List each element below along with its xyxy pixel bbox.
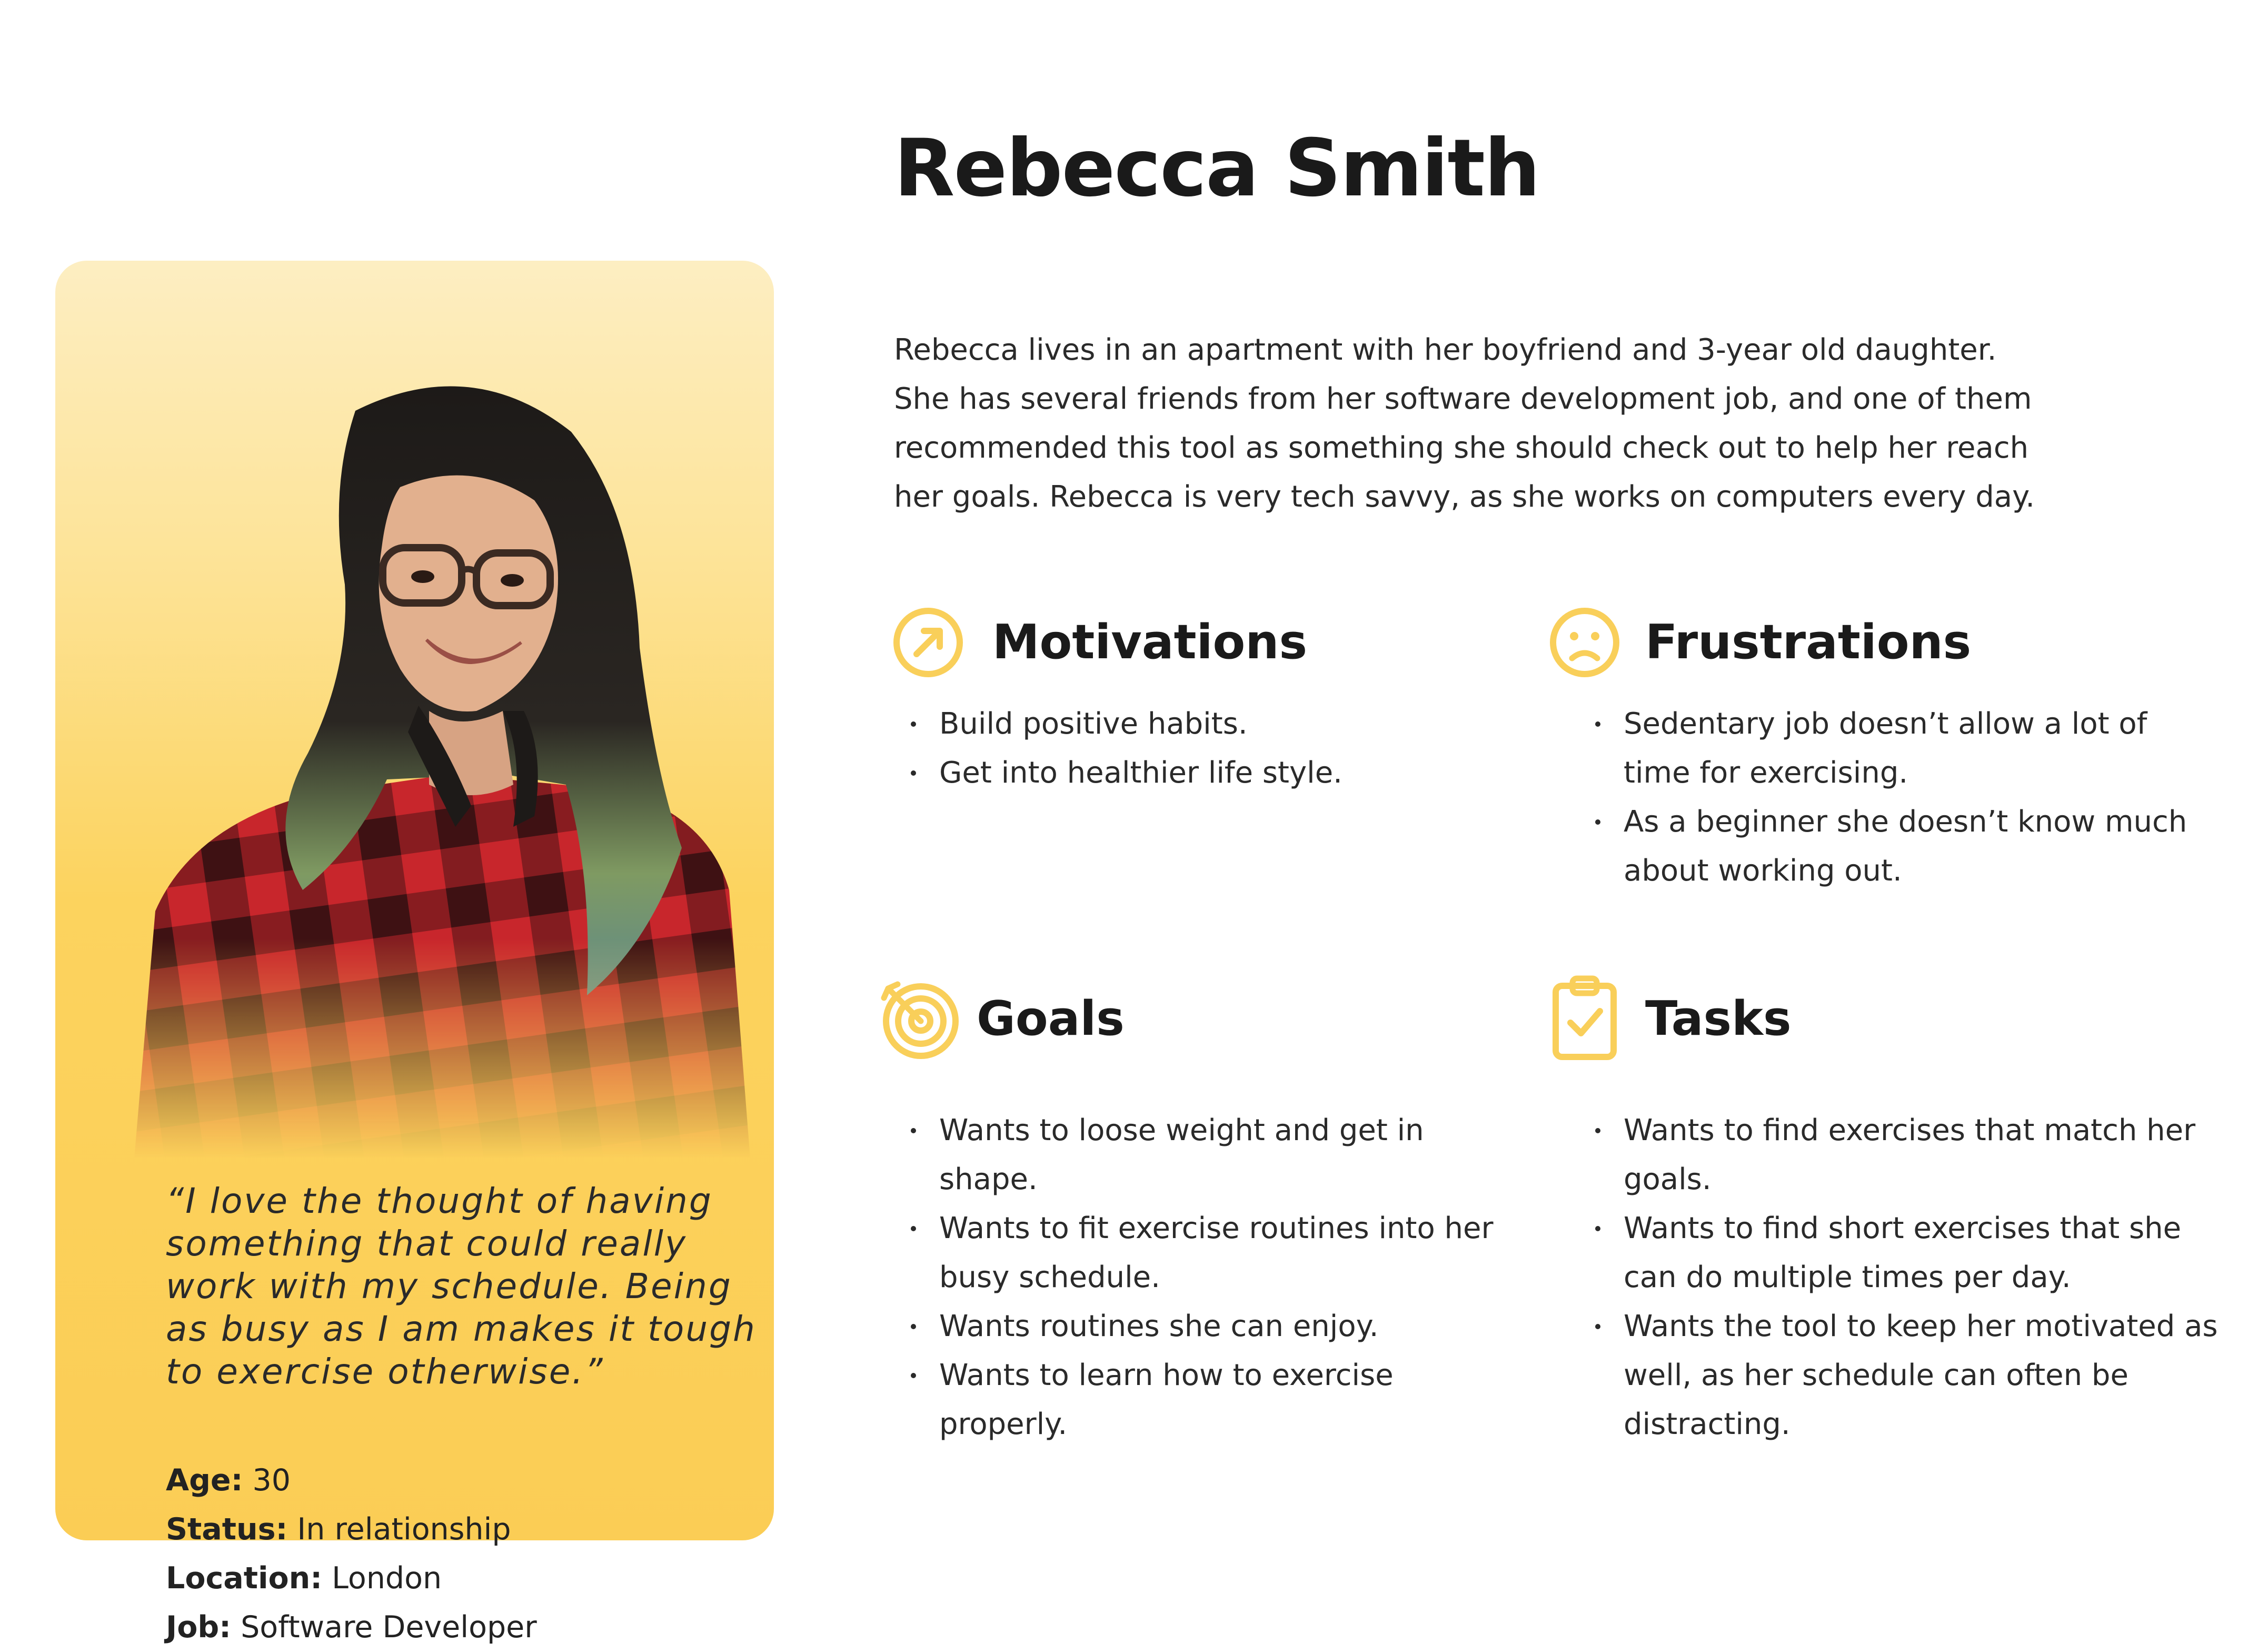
tasks-list: [1579, 1106, 2232, 1449]
fact-label: Age:: [166, 1463, 243, 1498]
fact-value: London: [322, 1561, 442, 1596]
fact-value: 30: [243, 1463, 291, 1498]
fact-job: [166, 1603, 537, 1652]
bio-line: She has several friends from her software development job, and one of them: [894, 382, 2032, 416]
persona-quote: “I love the thought of having something that could really work with my schedule. Being as busy as I am makes it tough to exercise otherwise.”: [166, 1181, 757, 1392]
frustrations-title: Frustrations: [1645, 615, 1972, 670]
fact-label: Status:: [166, 1512, 288, 1547]
persona-name: Rebecca Smith: [894, 123, 1539, 214]
list-item: As a beginner she doesn’t know much about working out.: [1579, 797, 2211, 895]
goals-title: Goals: [977, 991, 1125, 1046]
clipboard-check-icon: [1550, 974, 1619, 1061]
persona-facts: [166, 1456, 537, 1652]
fact-label: Location:: [166, 1561, 323, 1596]
tasks-title: Tasks: [1645, 991, 1792, 1046]
fact-value: Software Developer: [231, 1610, 537, 1645]
persona-bio: [894, 325, 2105, 521]
bio-line: Rebecca lives in an apartment with her boyfriend and 3-year old daughter.: [894, 333, 1997, 367]
bio-line: recommended this tool as something she should check out to help her reach: [894, 431, 2029, 465]
fact-location: [166, 1554, 537, 1603]
list-item: Wants to find short exercises that she can do multiple times per day.: [1579, 1204, 2232, 1302]
fact-label: Job:: [166, 1610, 231, 1645]
fact-age: [166, 1456, 537, 1505]
list-item: Wants to loose weight and get in shape.: [895, 1106, 1516, 1204]
list-item: Build positive habits.: [895, 699, 1474, 748]
arrow-up-right-circle-icon: [891, 606, 965, 679]
sad-face-icon: [1548, 606, 1622, 679]
motivations-list: [895, 699, 1474, 797]
list-item: Wants to find exercises that match her goals.: [1579, 1106, 2232, 1204]
list-item: Wants the tool to keep her motivated as well, as her schedule can often be distracting.: [1579, 1302, 2232, 1449]
fact-status: [166, 1505, 537, 1554]
motivations-title: Motivations: [992, 615, 1308, 670]
list-item: Wants to fit exercise routines into her busy schedule.: [895, 1204, 1516, 1302]
target-icon: [877, 977, 961, 1061]
persona-card: [55, 261, 774, 1645]
goals-list: [895, 1106, 1516, 1449]
list-item: Sedentary job doesn’t allow a lot of time for exercising.: [1579, 699, 2211, 797]
list-item: Wants to learn how to exercise properly.: [895, 1351, 1516, 1449]
list-item: Get into healthier life style.: [895, 748, 1474, 797]
list-item: Wants routines she can enjoy.: [895, 1302, 1516, 1351]
bio-line: her goals. Rebecca is very tech savvy, as she works on computers every day.: [894, 480, 2035, 514]
frustrations-list: [1579, 699, 2211, 895]
fact-value: In relationship: [287, 1512, 511, 1547]
persona-photo: [134, 374, 771, 1159]
